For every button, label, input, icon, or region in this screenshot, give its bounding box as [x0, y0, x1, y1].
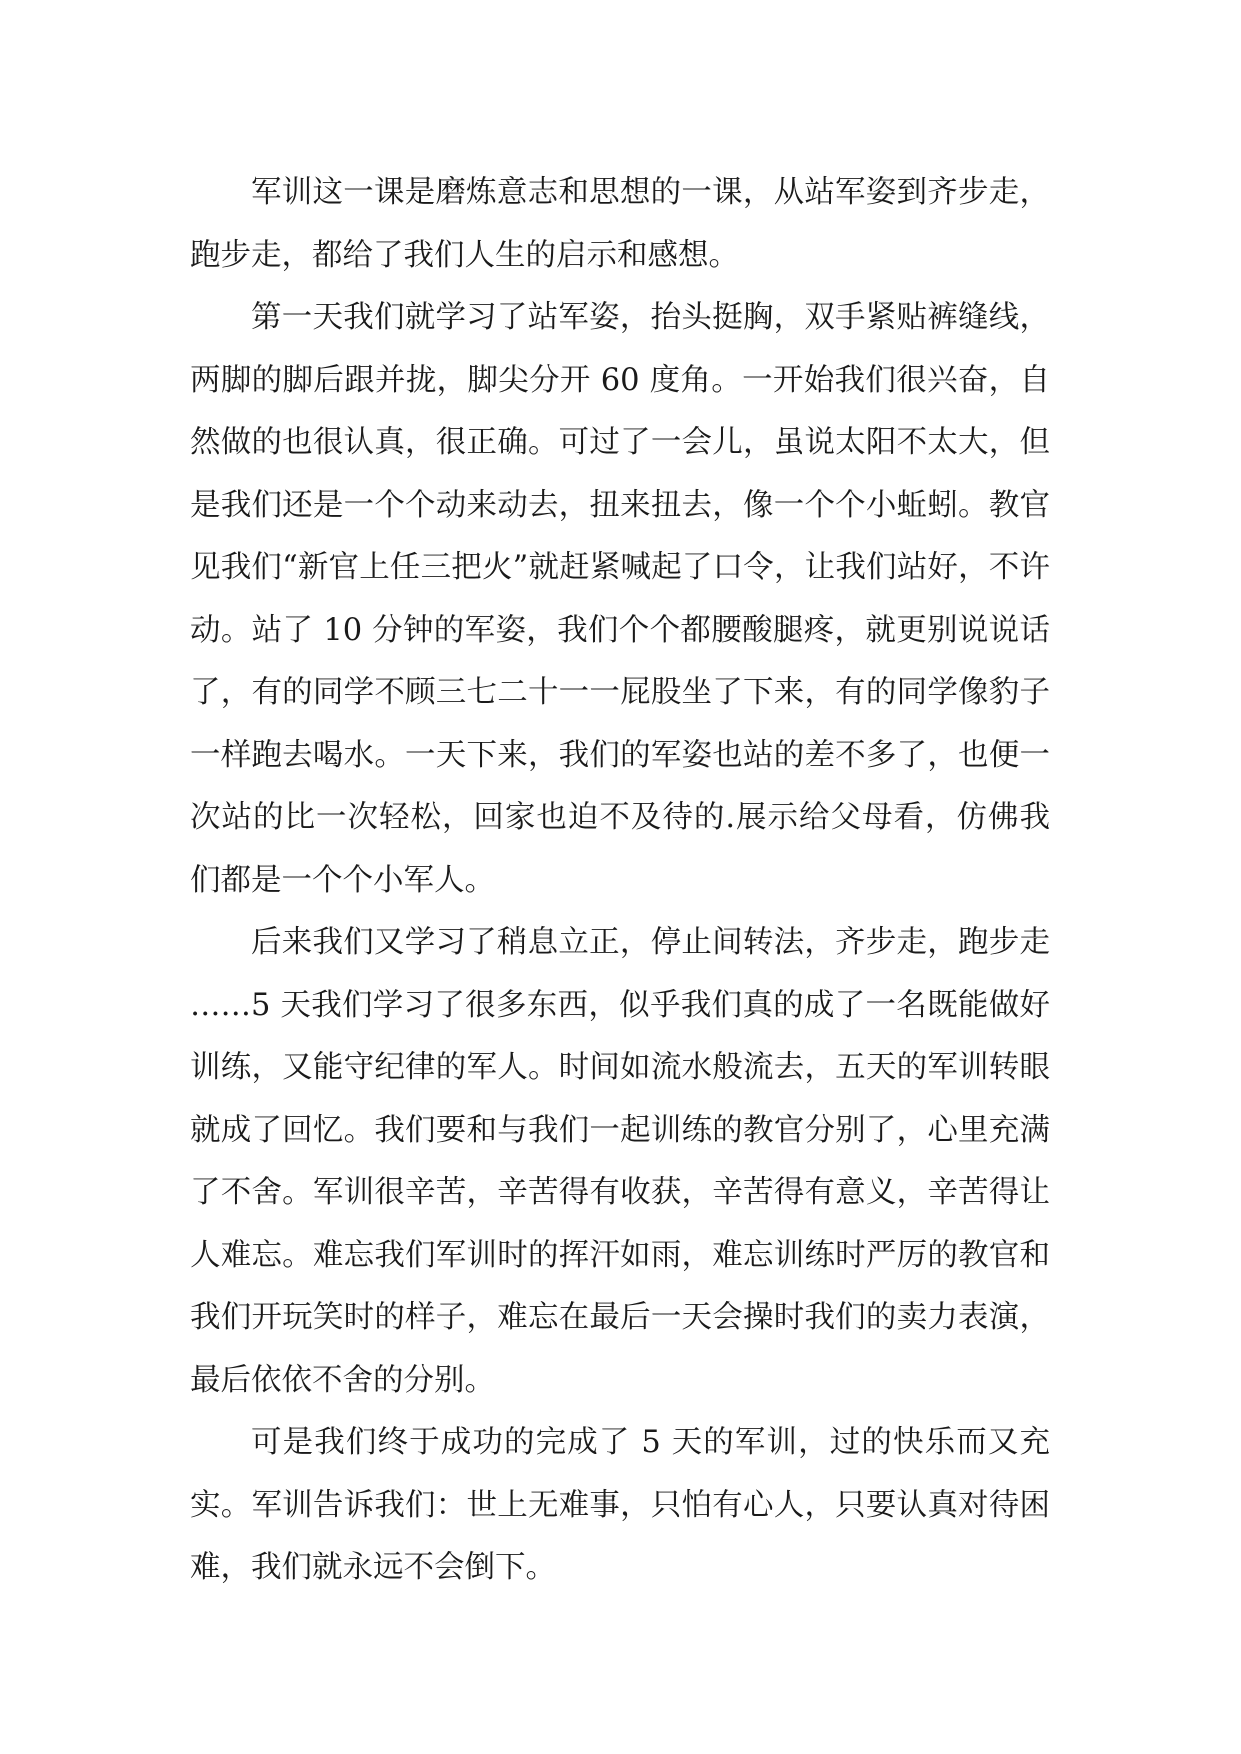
- paragraph-intro: 军训这一课是磨炼意志和思想的一课，从站军姿到齐步走，跑步走，都给了我们人生的启示和感想。: [190, 175, 1050, 273]
- paragraph-later-training: 后来我们又学习了稍息立正，停止间转法，齐步走，跑步走……5 天我们学习了很多东西，似乎我们真的成了一名既能做好训练，又能守纪律的军人。时间如流水般流去，五天的军训转眼就成了回忆。我们要和与我们一起训练的教官分别了，心里充满了不舍。军训很辛苦，辛苦得有收获，辛苦得有意义，辛苦得让人难忘。难忘我们军训时的挥汗如雨，难忘训练时严厉的教官和我们开玩笑时的样子，难忘在最后一天会操时我们的卖力表演，最后依依不舍的分别。: [190, 925, 1050, 1398]
- document-body: [190, 162, 1050, 1600]
- paragraph-conclusion: 可是我们终于成功的完成了 5 天的军训，过的快乐而又充实。军训告诉我们：世上无难事，只怕有心人，只要认真对待困难，我们就永远不会倒下。: [190, 1425, 1050, 1585]
- paragraph-first-day: 第一天我们就学习了站军姿，抬头挺胸，双手紧贴裤缝线，两脚的脚后跟并拢，脚尖分开 60 度角。一开始我们很兴奋，自然做的也很认真，很正确。可过了一会儿，虽说太阳不太大，但是我们还是一个个动来动去，扭来扭去，像一个个小蚯蚓。教官见我们“新官上任三把火”就赶紧喊起了口令，让我们站好，不许动。站了 10 分钟的军姿，我们个个都腰酸腿疼，就更别说说话了，有的同学不顾三七二十一一屁股坐了下来，有的同学像豹子一样跑去喝水。一天下来，我们的军姿也站的差不多了，也便一次站的比一次轻松，回家也迫不及待的.展示给父母看，仿佛我们都是一个个小军人。: [190, 300, 1050, 898]
